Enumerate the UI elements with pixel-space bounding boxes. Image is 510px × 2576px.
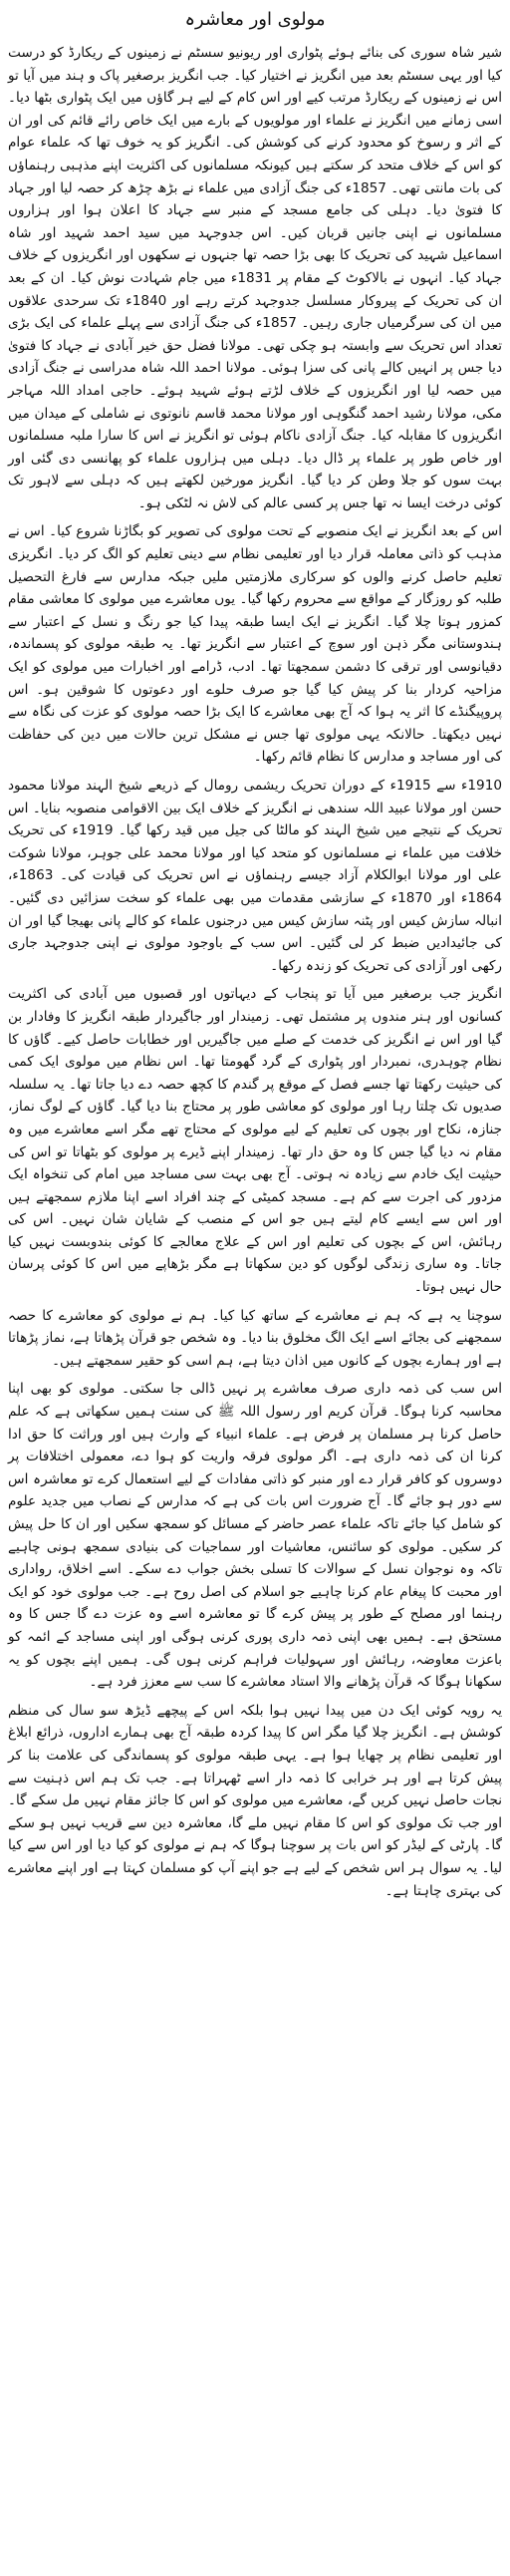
article-title: مولوی اور معاشرہ bbox=[184, 9, 326, 30]
article-paragraph: 1910ء سے 1915ء کے دوران تحریک ریشمی رومال کے ذریعے شیخ الہند مولانا محمود حسن اور مولانا عبید اللہ سندھی نے انگریز کے خلاف ایک بین الاقوامی منصوبہ بنایا۔ اس تحریک کے نتیجے میں شیخ الہند کو مالٹا کی جیل میں قید رکھا گیا۔ 1919ء کی تحریک خلافت میں علماء نے مسلمانوں کو متحد کیا اور مولانا محمد علی جوہر، مولانا شوکت علی اور مولانا ابوالکلام آزاد جیسے رہنماؤں نے اس تحریک کی قیادت کی۔ 1863ء، 1864ء اور 1870ء کے سازشی مقدمات میں بھی علماء کو سخت سزائیں دی گئیں۔ انبالہ سازش کیس اور پٹنہ سازش کیس میں درجنوں علماء کو کالے پانی بھیجا گیا اور ان کی جائیدادیں ضبط کر لی گئیں۔ اس سب کے باوجود مولوی نے اپنی جدوجہد جاری رکھی اور آزادی کی تحریک کو زندہ رکھا۔ bbox=[8, 778, 502, 974]
article-paragraph: سوچنا یہ ہے کہ ہم نے معاشرے کے ساتھ کیا کیا۔ ہم نے مولوی کو معاشرے کا حصہ سمجھنے کی بجائے اسے ایک الگ مخلوق بنا دیا۔ وہ شخص جو قرآن پڑھاتا ہے، نماز پڑھاتا ہے اور ہمارے بچوں کے کانوں میں اذان دیتا ہے، ہم اسی کو حقیر سمجھتے ہیں۔ bbox=[8, 1307, 502, 1369]
article-paragraph: یہ رویہ کوئی ایک دن میں پیدا نہیں ہوا بلکہ اس کے پیچھے ڈیڑھ سو سال کی منظم کوشش ہے۔ انگریز چلا گیا مگر اس کا پیدا کردہ طبقہ آج بھی ہمارے اداروں، ذرائع ابلاغ اور تعلیمی نظام پر چھایا ہوا ہے۔ یہی طبقہ مولوی کو پسماندگی کی علامت بنا کر پیش کرتا ہے اور ہر خرابی کا ذمہ دار اسے ٹھہراتا ہے۔ جب تک ہم اس ذہنیت سے نجات حاصل نہیں کریں گے، معاشرے میں مولوی کو اس کا جائز مقام نہیں مل سکے گا۔ اور جب تک مولوی کو اس کا مقام نہیں ملے گا، معاشرہ دین سے قریب نہیں ہو سکے گا۔ پارٹی کے لیڈر کو اس بات پر سوچنا ہوگا کہ ہم نے مولوی کو کیا دیا اور اس سے کیا لیا۔ یہ سوال ہر اس شخص کے لیے ہے جو اپنے آپ کو مسلمان کہتا ہے اور اپنے معاشرے کی بہتری چاہتا ہے۔ bbox=[8, 1702, 502, 1899]
article-paragraph: اس سب کی ذمہ داری صرف معاشرے پر نہیں ڈالی جا سکتی۔ مولوی کو بھی اپنا محاسبہ کرنا ہوگا۔ قرآن کریم اور رسول اللہ ﷺ کی سنت ہمیں سکھاتی ہے کہ علم حاصل کرنا ہر مسلمان پر فرض ہے۔ علماء انبیاء کے وارث ہیں اور وراثت کا حق ادا کرنا ان کی ذمہ داری ہے۔ اگر مولوی فرقہ واریت کو ہوا دے، معمولی اختلافات پر دوسروں کو کافر قرار دے اور منبر کو ذاتی مفادات کے لیے استعمال کرے تو معاشرہ اس سے دور ہو جائے گا۔ آج ضرورت اس بات کی ہے کہ مدارس کے نصاب میں جدید علوم کو شامل کیا جائے تاکہ علماء عصر حاضر کے مسائل کو سمجھ سکیں اور ان کا حل پیش کر سکیں۔ مولوی کو سائنس، معاشیات اور سماجیات کی بنیادی سمجھ ہونی چاہیے تاکہ وہ نوجوان نسل کے سوالات کا تسلی بخش جواب دے سکے۔ اسے اخلاق، رواداری اور محبت کا پیغام عام کرنا چاہیے جو اسلام کی اصل روح ہے۔ جب مولوی خود کو ایک رہنما اور مصلح کے طور پر پیش کرے گا تو معاشرہ اسے وہ عزت دے گا جس کا وہ مستحق ہے۔ ہمیں بھی اپنی ذمہ داری پوری کرنی ہوگی اور اپنی مساجد کے ائمہ کو باعزت معاوضہ، رہائش اور سہولیات فراہم کرنی ہوں گی۔ ہمیں اپنے بچوں کو یہ سکھانا ہوگا کہ قرآن پڑھانے والا استاد معاشرے کا سب سے معزز فرد ہے۔ bbox=[8, 1381, 502, 1691]
article-paragraph: شیر شاہ سوری کی بنائے ہوئے پٹواری اور ریونیو سسٹم نے زمینوں کے ریکارڈ کو درست کیا اور یہی سسٹم بعد میں انگریز نے اختیار کیا۔ جب انگریز برصغیر پاک و ہند میں آیا تو اس نے زمینوں کے ریکارڈ مرتب کیے اور اس کام کے لیے ہر گاؤں میں ایک پٹواری بٹھا دیا۔ اسی زمانے میں انگریز نے علماء اور مولویوں کے بارے میں ایک خاص رائے قائم کی اور ان کے اثر و رسوخ کو محدود کرنے کی کوشش کی۔ انگریز کو یہ خوف تھا کہ علماء عوام کو اس کے خلاف متحد کر سکتے ہیں کیونکہ مسلمانوں کی اکثریت اپنے مذہبی رہنماؤں کی بات مانتی تھی۔ 1857ء کی جنگ آزادی میں علماء نے بڑھ چڑھ کر حصہ لیا اور جہاد کا فتویٰ دیا۔ دہلی کی جامع مسجد کے منبر سے جہاد کا اعلان ہوا اور ہزاروں مسلمانوں نے اپنی جانیں قربان کیں۔ اس جدوجہد میں سید احمد شہید اور شاہ اسماعیل شہید کی تحریک کا بھی بڑا حصہ تھا جنہوں نے سکھوں اور انگریزوں کے خلاف جہاد کیا۔ انہوں نے بالاکوٹ کے مقام پر 1831ء میں جام شہادت نوش کیا۔ ان کے بعد ان کی تحریک کے پیروکار مسلسل جدوجہد کرتے رہے اور 1840ء تک سرحدی علاقوں میں ان کی سرگرمیاں جاری رہیں۔ 1857ء کی جنگ آزادی سے پہلے علماء کی ایک بڑی تعداد اس تحریک سے وابستہ ہو چکی تھی۔ مولانا فضل حق خیر آبادی نے جہاد کا فتویٰ دیا جس پر انہیں کالے پانی کی سزا ہوئی۔ مولانا احمد اللہ شاہ مدراسی نے جنگ آزادی میں حصہ لیا اور انگریزوں کے خلاف لڑتے ہوئے شہید ہوئے۔ حاجی امداد اللہ مہاجر مکی، مولانا رشید احمد گنگوہی اور مولانا محمد قاسم نانوتوی نے شاملی کے میدان میں انگریزوں کا مقابلہ کیا۔ جنگ آزادی ناکام ہوئی تو انگریز نے اس کا سارا ملبہ مسلمانوں اور خاص طور پر علماء پر ڈال دیا۔ دہلی میں ہزاروں علماء کو پھانسی دی گئی اور بہت سوں کو جلا وطن کر دیا گیا۔ انگریز مورخین لکھتے ہیں کہ دہلی سے لاہور تک کوئی درخت ایسا نہ تھا جس پر کسی عالم کی لاش نہ لٹکی ہو۔ bbox=[8, 45, 502, 511]
article-paragraph: انگریز جب برصغیر میں آیا تو پنجاب کے دیہاتوں اور قصبوں میں آبادی کی اکثریت کسانوں اور ہنر مندوں پر مشتمل تھی۔ زمیندار اور جاگیردار طبقہ انگریز کا وفادار بن گیا اور اس نے انگریز کی خدمت کے صلے میں جاگیریں اور خطابات حاصل کیے۔ گاؤں کا نظام چوہدری، نمبردار اور پٹواری کے گرد گھومتا تھا۔ اس نظام میں مولوی ایک کمی کی حیثیت رکھتا تھا جسے فصل کے موقع پر گندم کا کچھ حصہ دے دیا جاتا تھا۔ یہ سلسلہ صدیوں تک چلتا رہا اور مولوی کو معاشی طور پر محتاج بنا دیا گیا۔ گاؤں کے لوگ نماز، جنازہ، نکاح اور بچوں کی تعلیم کے لیے مولوی کے محتاج تھے مگر اسے معاشرے میں وہ مقام نہ دیا گیا جس کا وہ حق دار تھا۔ زمیندار اپنے ڈیرے پر مولوی کو بٹھاتا تو اس کی حیثیت ایک خادم سے زیادہ نہ ہوتی۔ آج بھی بہت سی مساجد میں امام کی تنخواہ ایک مزدور کی اجرت سے کم ہے۔ مسجد کمیٹی کے چند افراد اسے اپنا ملازم سمجھتے ہیں اور اس سے ایسے کام لیتے ہیں جو اس کے منصب کے شایان شان نہیں۔ اس کی رہائش، اس کے بچوں کی تعلیم اور اس کے علاج معالجے کا کوئی بندوبست نہیں کیا جاتا۔ وہ ساری زندگی لوگوں کو دین سکھاتا ہے مگر بڑھاپے میں اس کا کوئی پرسان حال نہیں ہوتا۔ bbox=[8, 986, 502, 1296]
article-paragraph: اس کے بعد انگریز نے ایک منصوبے کے تحت مولوی کی تصویر کو بگاڑنا شروع کیا۔ اس نے مذہب کو ذاتی معاملہ قرار دیا اور تعلیمی نظام سے دینی تعلیم کو الگ کر دیا۔ انگریزی تعلیم حاصل کرنے والوں کو سرکاری ملازمتیں ملیں جبکہ مدارس سے فارغ التحصیل طلبہ کو روزگار کے مواقع سے محروم رکھا گیا۔ یوں معاشرے میں مولوی کا معاشی مقام کمزور ہوتا چلا گیا۔ انگریز نے ایک ایسا طبقہ پیدا کیا جو رنگ و نسل کے اعتبار سے ہندوستانی مگر ذہن اور سوچ کے اعتبار سے انگریز تھا۔ یہ طبقہ مولوی کو پسماندہ، دقیانوسی اور ترقی کا دشمن سمجھتا تھا۔ ادب، ڈرامے اور اخبارات میں مولوی کو ایک مزاحیہ کردار بنا کر پیش کیا گیا جو صرف حلوے اور دعوتوں کا شوقین ہو۔ اس پروپیگنڈے کا اثر یہ ہوا کہ آج بھی معاشرے کا ایک بڑا حصہ مولوی کو عزت کی نگاہ سے نہیں دیکھتا۔ حالانکہ یہی مولوی تھا جس نے مشکل ترین حالات میں دین کی حفاظت کی اور مساجد و مدارس کا نظام قائم رکھا۔ bbox=[8, 523, 502, 766]
